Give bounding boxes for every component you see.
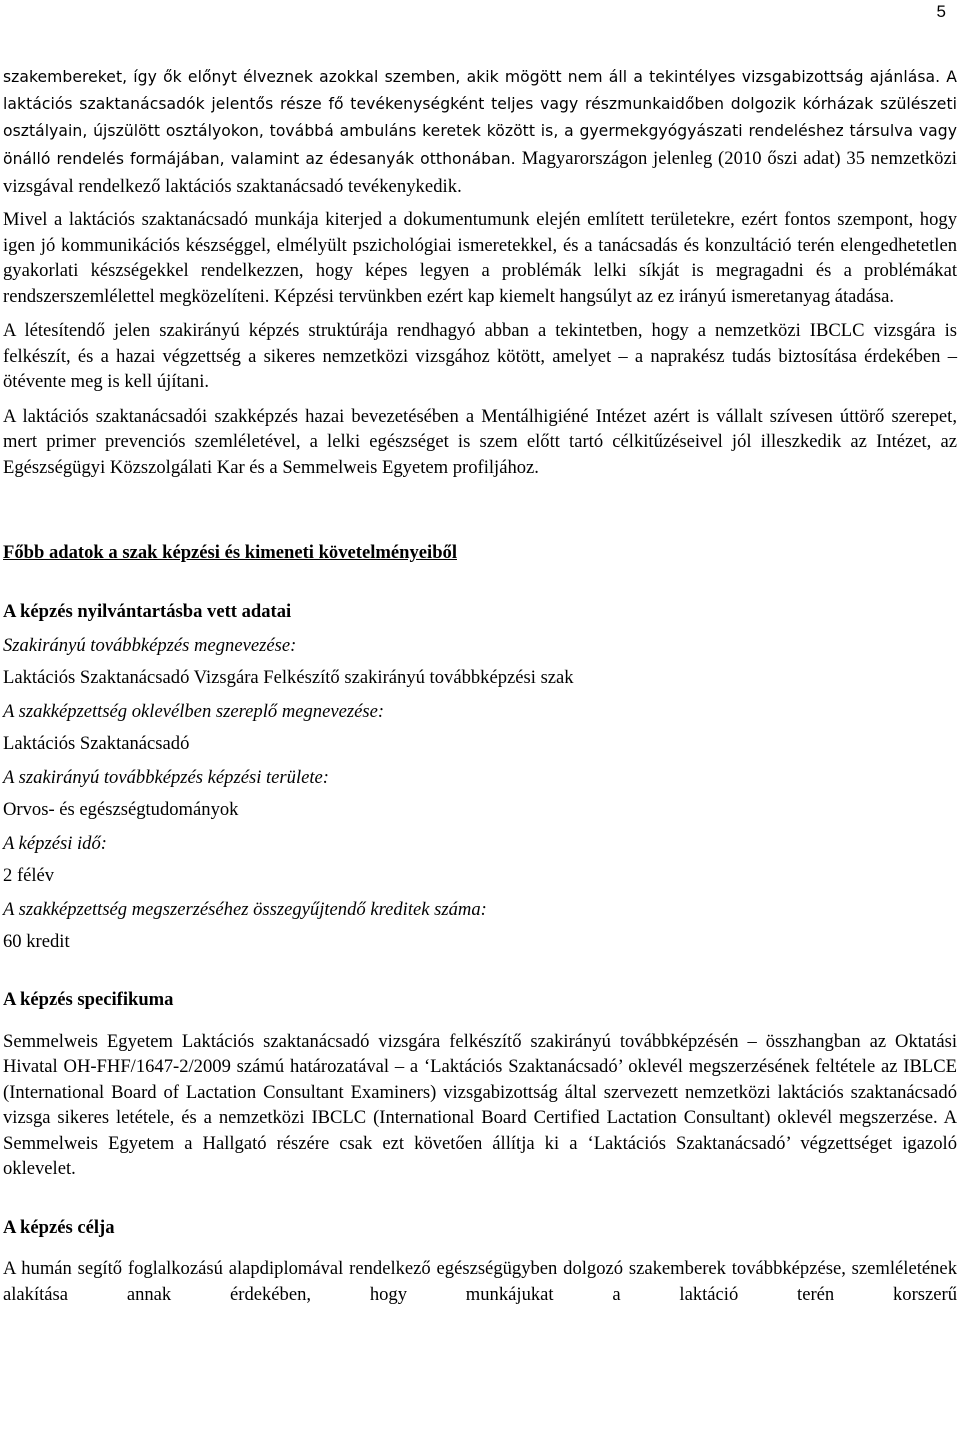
intro-serif-text: Magyarországon jelenleg (2010 őszi adat) 35 nemzetközi vizsgával rendelkező laktációs szaktanácsadó tevékenykedik. <box>3 148 958 197</box>
field-label-credits: A szakképzettség megszerzéséhez összegyűjtendő kreditek száma: <box>3 899 487 920</box>
main-heading: Főbb adatok a szak képzési és kimeneti követelményeiből <box>3 542 457 563</box>
field-value-credits: 60 kredit <box>3 931 70 952</box>
specifics-heading: A képzés specifikuma <box>3 989 174 1010</box>
field-value-duration: 2 félév <box>3 865 55 886</box>
page-number: 5 <box>936 2 946 21</box>
field-value-area: Orvos- és egészségtudományok <box>3 799 239 820</box>
intro-text <box>3 64 957 201</box>
specifics-paragraph: Semmelweis Egyetem Laktációs szaktanácsadó vizsgára felkészítő szakirányú továbbképzésén – összhangban az Oktatási Hivatal OH-FHF/1647-2/2009 számú határozatával – a ‘Laktációs Szaktanácsadó’ oklevél megszerzésének feltétele az IBLCE (International Board of Lactation Consultant Examiners) vizsgabizottság által szervezett nemzetközi laktációs szaktanácsadó vizsga sikeres letétele, és a nemzetközi IBCLC (International Board Certified Lactation Consultant) oklevél megszerzése. A Semmelweis Egyetem a Hallgató részére csak ezt követően állítja ki a ‘Laktációs Szaktanácsadó’ végzettséget igazoló oklevelet. <box>3 1030 957 1179</box>
paragraph-institute: A laktációs szaktanácsadói szakképzés hazai bevezetésében a Mentálhigiéné Intézet azért is vállalt szívesen úttörő szerepet, mert primer prevenciós szemléletével, a lelki egészséget is szem előtt tartó célkitűzéseivel jól illeszkedik az Intézet, az Egészségügyi Közszolgálati Kar és a Semmelweis Egyetem profiljához. <box>3 405 957 478</box>
field-label-area: A szakirányú továbbképzés képzési területe: <box>3 767 329 788</box>
paragraph-structure: A létesítendő jelen szakirányú képzés struktúrája rendhagyó abban a tekintetben, hogy a nemzetközi IBCLC vizsgára is felkészít, és a hazai végzettség a sikeres nemzetközi vizsgához kötött, amelyet – a naprakész tudás biztosítása érdekében – ötévente meg is kell újítani. <box>3 320 957 392</box>
goal-heading: A képzés célja <box>3 1216 115 1238</box>
intro-paragraph <box>3 64 957 201</box>
goal-paragraph: A humán segítő foglalkozású alapdiplomával rendelkező egészségügyben dolgozó szakemberek továbbképzése, szemléletének alakítása annak érdekében, hogy munkájukat a laktáció terén korszerű <box>3 1258 957 1305</box>
registered-data-heading: A képzés nyilvántartásba vett adatai <box>3 600 292 622</box>
field-label-name: Szakirányú továbbképzés megnevezése: <box>3 635 297 656</box>
registered-fields <box>3 633 957 954</box>
intro-sans-text: szakembereket, így ők előnyt élveznek azokkal szemben, akik mögött nem áll a tekintélyes vizsgabizottság ajánlása. A laktációs szaktanácsadók jelentős része fő tevékenységként teljes vagy részmunkaidőben dolgozik kórházak szülészeti osztályain, újszülött osztályokon, továbbá ambuláns keretek között is, a gyermekgyógyászati rendeléshez társulva vagy önálló rendelés formájában, valamint az édesanyák otthonában. <box>3 68 957 168</box>
field-label-qualification: A szakképzettség oklevélben szereplő megnevezése: <box>3 701 385 722</box>
document-body <box>3 64 957 1316</box>
field-value-qualification: Laktációs Szaktanácsadó <box>3 733 190 754</box>
paragraph-communication: Mivel a laktációs szaktanácsadó munkája kiterjed a dokumentumunk elején említett területekre, ezért fontos szempont, hogy igen jó kommunikációs készséggel, elmélyült pszichológiai ismeretekkel, és a tanácsadás és konzultáció terén elengedhetetlen gyakorlati készségekkel rendelkezzen, hogy képes legyen a problémák lelki síkját is megragadni és a problémákat rendszerszemlélettel megközelíteni. Képzési tervünkben ezért kap kiemelt hangsúlyt az ez irányú ismeretanyag átadása. <box>3 209 957 307</box>
field-value-name: Laktációs Szaktanácsadó Vizsgára Felkészítő szakirányú továbbképzési szak <box>3 667 574 688</box>
field-label-duration: A képzési idő: <box>3 833 107 854</box>
